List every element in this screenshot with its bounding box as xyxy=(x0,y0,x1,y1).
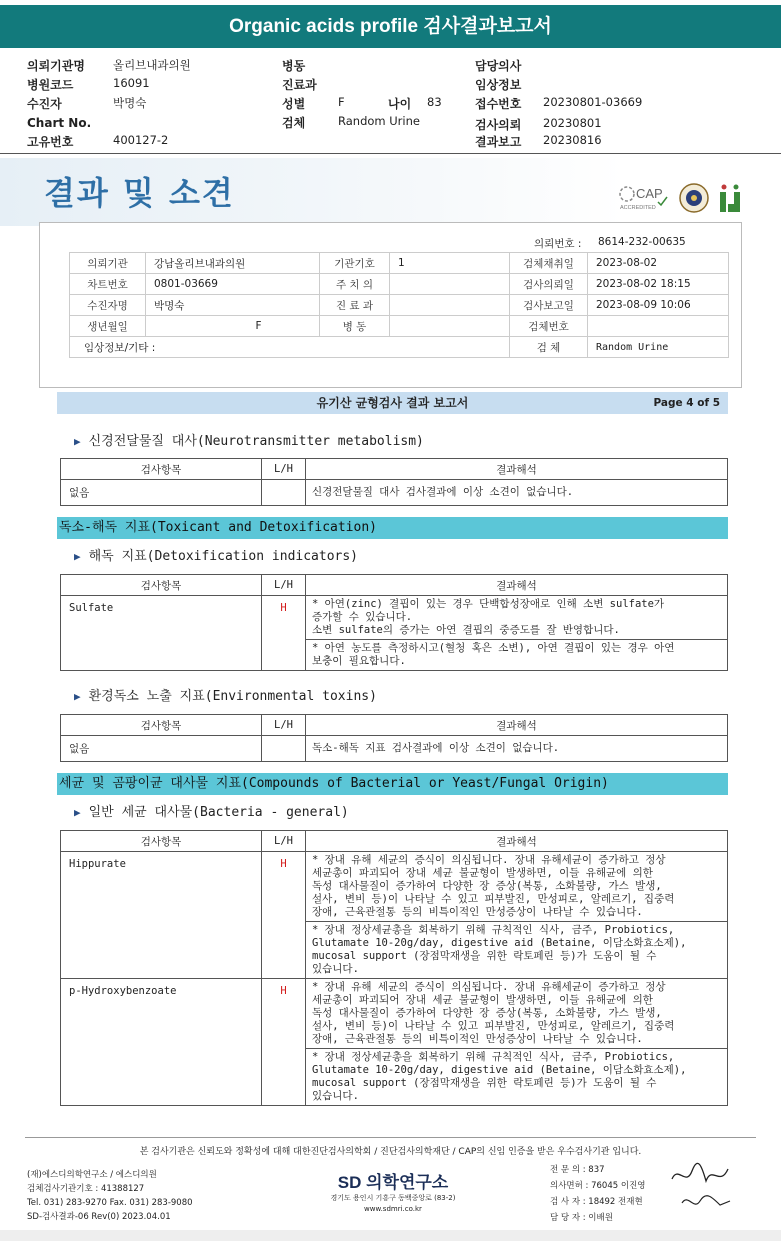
info-label: 의뢰기관 xyxy=(70,253,146,274)
table-header-row xyxy=(61,715,728,736)
interpretation xyxy=(306,852,728,922)
result-table xyxy=(60,574,728,671)
lab-contact: Tel. 031) 283-9270 Fax. 031) 283-9080 xyxy=(27,1198,193,1208)
info-label: 검사의뢰일 xyxy=(510,274,588,295)
lab-address: 경기도 용인시 기흥구 동백중앙로 (83-2) xyxy=(330,1194,456,1202)
info-label: 기관기호 xyxy=(320,253,390,274)
hdr-value: 올리브내과의원 xyxy=(113,58,191,72)
request-no: 8614-232-00635 xyxy=(598,236,686,248)
seal-logo xyxy=(680,184,708,212)
subsection-title: 해독 지표(Detoxification indicators) xyxy=(88,549,359,564)
lh-flag xyxy=(262,736,306,762)
accreditation-note: 본 검사기관은 신뢰도와 정확성에 대해 대한진단검사의학회 / 진단검사의학재단 / CAP의 신임 인증을 받은 우수검사기관 입니다. xyxy=(139,1147,642,1157)
info-value: 1 xyxy=(390,253,510,274)
info-label: 병 동 xyxy=(320,316,390,337)
table-row xyxy=(61,596,728,640)
info-row xyxy=(70,295,729,316)
test-item: 없음 xyxy=(61,480,262,506)
interp-line: 독성 대사물질이 증가하여 다양한 장 증상(복통, 소화불량, 가스 발생, xyxy=(312,1007,662,1019)
col-header-item: 검사항목 xyxy=(61,831,262,852)
specialist-line: 전 문 의 : 837 xyxy=(550,1165,605,1175)
table-row xyxy=(61,480,728,506)
result-table xyxy=(60,714,728,762)
col-header-lh: L/H xyxy=(262,459,306,480)
interpretation: 독소-해독 지표 검사결과에 이상 소견이 없습니다. xyxy=(306,736,728,762)
hdr-label: 검체 xyxy=(282,116,306,130)
info-value xyxy=(390,274,510,295)
info-label: 검사보고일 xyxy=(510,295,588,316)
request-no-label: 의뢰번호 : xyxy=(534,238,582,250)
interpretation xyxy=(306,922,728,979)
result-table xyxy=(60,458,728,506)
hdr-label: 나이 xyxy=(388,97,412,111)
info-value: 0801-03669 xyxy=(146,274,320,295)
table-row xyxy=(61,736,728,762)
interp-line: 증가할 수 있습니다. xyxy=(312,611,413,623)
col-header-item: 검사항목 xyxy=(61,715,262,736)
interp-line: * 장내 정상세균총을 회복하기 위해 규칙적인 식사, 금주, Probiotics, xyxy=(312,924,675,936)
interp-line: 독성 대사물질이 증가하여 다양한 장 증상(복통, 소화불량, 가스 발생, xyxy=(312,880,662,892)
test-item: Hippurate xyxy=(61,852,262,979)
lab-info xyxy=(27,1168,193,1224)
interp-line: 소변 sulfate의 증가는 아연 결핍의 중증도를 잘 반영합니다. xyxy=(312,624,620,636)
interp-line: 설사, 변비 등)이 나타날 수 있고 피부발진, 만성피로, 알레르기, 집중력 xyxy=(312,1020,675,1032)
hdr-label: 의뢰기관명 xyxy=(27,59,85,73)
triangle-bullet-icon: ▶ xyxy=(74,435,81,448)
hdr-value: 20230801 xyxy=(543,116,602,130)
patient-info-table xyxy=(69,252,729,358)
form-number: SD-검사결과-06 Rev(0) 2023.04.01 xyxy=(27,1212,171,1222)
hdr-value: 400127-2 xyxy=(113,133,169,147)
info-label: 주 치 의 xyxy=(320,274,390,295)
result-table xyxy=(60,830,728,1106)
info-label: 검체채취일 xyxy=(510,253,588,274)
interp-line: * 아연 농도를 측정하시고(혈청 혹은 소변), 아연 결핍이 있는 경우 아연 xyxy=(312,642,675,654)
interp-line: 있습니다. xyxy=(312,963,359,975)
sd-logo-block xyxy=(318,1168,468,1215)
interp-line: 장애, 근육관절통 등의 비특이적인 만성증상이 나타날 수 있습니다. xyxy=(312,906,643,918)
section-title: 유기산 균형검사 결과 보고서 xyxy=(316,396,469,410)
hdr-label: 수진자 xyxy=(27,97,62,111)
info-value: F xyxy=(146,316,320,337)
info-value xyxy=(390,295,510,316)
section-title-bar xyxy=(57,392,728,414)
info-label: 검체번호 xyxy=(510,316,588,337)
table-header-row xyxy=(61,831,728,852)
footer-divider xyxy=(25,1137,756,1138)
hdr-value: 박명숙 xyxy=(113,96,147,110)
patient-header xyxy=(0,55,781,150)
subsection-heading xyxy=(74,430,424,449)
table-row xyxy=(61,979,728,1049)
license-line: 의사면허 : 76045 이진영 xyxy=(550,1181,646,1191)
category-bar: 독소-해독 지표(Toxicant and Detoxification) xyxy=(57,517,728,539)
col-header-item: 검사항목 xyxy=(61,575,262,596)
info-row xyxy=(70,274,729,295)
col-header-item: 검사항목 xyxy=(61,459,262,480)
interp-line: mucosal support (장점막재생을 위한 락토페린 등)가 도움이 될 수 xyxy=(312,950,657,962)
subsection-heading xyxy=(74,685,377,704)
hdr-label: 검사의뢰 xyxy=(475,118,522,132)
hdr-label: 결과보고 xyxy=(475,135,522,149)
sd-logo-text: SD 의학연구소 xyxy=(337,1173,449,1192)
table-header-row xyxy=(61,459,728,480)
col-header-interp: 결과해석 xyxy=(306,831,728,852)
hdr-label: 고유번호 xyxy=(27,135,74,149)
lh-flag: H xyxy=(262,596,306,671)
hdr-value: 16091 xyxy=(113,76,150,90)
hdr-label: 병원코드 xyxy=(27,78,74,92)
test-item: 없음 xyxy=(61,736,262,762)
test-item: Sulfate xyxy=(61,596,262,671)
interpretation xyxy=(306,1049,728,1106)
qi-logo xyxy=(720,185,740,213)
hdr-value: 20230801-03669 xyxy=(543,95,643,109)
info-value: 강남올리브내과의원 xyxy=(146,253,320,274)
interpretation xyxy=(306,979,728,1049)
interp-line: * 장내 유해 세균의 증식이 의심됩니다. 장내 유해세균이 증가하고 정상 xyxy=(312,981,666,993)
interpretation: 신경전달물질 대사 검사결과에 이상 소견이 없습니다. xyxy=(306,480,728,506)
lh-flag: H xyxy=(262,852,306,979)
subsection-heading xyxy=(74,545,358,564)
info-label: 차트번호 xyxy=(70,274,146,295)
cap-sub-text: ACCREDITED xyxy=(620,205,656,211)
subsection-title: 신경전달물질 대사(Neurotransmitter metabolism) xyxy=(88,434,424,449)
info-value xyxy=(390,316,510,337)
triangle-bullet-icon: ▶ xyxy=(74,690,81,703)
hdr-value: Random Urine xyxy=(338,114,420,128)
info-value: 2023-08-02 xyxy=(588,253,729,274)
subsection-title: 환경독소 노출 지표(Environmental toxins) xyxy=(88,689,377,704)
col-header-lh: L/H xyxy=(262,715,306,736)
page-bottom-strip xyxy=(0,1230,781,1241)
interpretation xyxy=(306,640,728,671)
interp-line: 세균총이 파괴되어 장내 세균 불균형이 발생하면, 이들 유해균에 의한 xyxy=(312,867,653,879)
interp-line: Glutamate 10-20g/day, digestive aid (Betaine, 이담소화효소제), xyxy=(312,937,687,949)
info-label: 진 료 과 xyxy=(320,295,390,316)
hdr-label: 접수번호 xyxy=(475,97,522,111)
interp-line: Glutamate 10-20g/day, digestive aid (Betaine, 이담소화효소제), xyxy=(312,1064,687,1076)
interpretation xyxy=(306,596,728,640)
interp-line: 설사, 변비 등)이 나타날 수 있고 피부발진, 만성피로, 알레르기, 집중력 xyxy=(312,893,675,905)
tester-line: 검 사 자 : 18492 전재현 xyxy=(550,1197,643,1207)
signature-image xyxy=(668,1157,738,1221)
hdr-label: 진료과 xyxy=(282,78,317,92)
hdr-label: 병동 xyxy=(282,59,306,73)
lh-flag xyxy=(262,480,306,506)
signatories xyxy=(550,1162,646,1226)
interp-line: 세균총이 파괴되어 장내 세균 불균형이 발생하면, 이들 유해균에 의한 xyxy=(312,994,653,1006)
info-value: Random Urine xyxy=(588,337,729,358)
subsection-title: 일반 세균 대사물(Bacteria - general) xyxy=(88,805,349,820)
interp-line: mucosal support (장점막재생을 위한 락토페린 등)가 도움이 될 수 xyxy=(312,1077,657,1089)
subsection-heading xyxy=(74,801,349,820)
test-item: p-Hydroxybenzoate xyxy=(61,979,262,1106)
lab-website: www.sdmri.co.kr xyxy=(364,1205,422,1213)
hdr-label: Chart No. xyxy=(27,116,92,130)
lab-code: 검체검사기관기호 : 41388127 xyxy=(27,1184,145,1194)
triangle-bullet-icon: ▶ xyxy=(74,550,81,563)
accreditation-logos xyxy=(618,182,748,214)
table-row xyxy=(61,852,728,922)
cap-logo xyxy=(620,186,667,211)
sd-logo xyxy=(318,1168,468,1193)
table-header-row xyxy=(61,575,728,596)
triangle-bullet-icon: ▶ xyxy=(74,806,81,819)
col-header-lh: L/H xyxy=(262,575,306,596)
interp-line: 장애, 근육관절통 등의 비특이적인 만성증상이 나타날 수 있습니다. xyxy=(312,1033,643,1045)
cap-text: CAP xyxy=(636,186,663,201)
divider xyxy=(0,153,781,154)
lab-name: (재)에스디의학연구소 / 에스디의원 xyxy=(27,1170,157,1180)
page-number: Page 4 of 5 xyxy=(653,397,720,409)
interp-line: * 아연(zinc) 결핍이 있는 경우 단백합성장애로 인해 소변 sulfate가 xyxy=(312,598,665,610)
info-label: 검 체 xyxy=(510,337,588,358)
col-header-lh: L/H xyxy=(262,831,306,852)
info-row xyxy=(70,253,729,274)
info-value: 2023-08-09 10:06 xyxy=(588,295,729,316)
info-label: 생년월일 xyxy=(70,316,146,337)
col-header-interp: 결과해석 xyxy=(306,715,728,736)
manager-line: 담 당 자 : 이배원 xyxy=(550,1213,613,1223)
info-row xyxy=(70,337,729,358)
interp-line: * 장내 정상세균총을 회복하기 위해 규칙적인 식사, 금주, Probiotics, xyxy=(312,1051,675,1063)
info-value: 박명숙 xyxy=(146,295,320,316)
info-value: 2023-08-02 18:15 xyxy=(588,274,729,295)
hdr-value: 20230816 xyxy=(543,133,602,147)
hdr-label: 성별 xyxy=(282,97,306,111)
col-header-interp: 결과해석 xyxy=(306,575,728,596)
interp-line: 보충이 필요합니다. xyxy=(312,655,406,667)
lh-flag: H xyxy=(262,979,306,1106)
interp-line: 있습니다. xyxy=(312,1090,359,1102)
info-label: 수진자명 xyxy=(70,295,146,316)
hdr-label: 담당의사 xyxy=(475,59,522,73)
hdr-value: 83 xyxy=(427,95,442,109)
info-label: 임상정보/기타 : xyxy=(70,337,510,358)
info-row xyxy=(70,316,729,337)
hdr-label: 임상정보 xyxy=(475,78,522,92)
interp-line: * 장내 유해 세균의 증식이 의심됩니다. 장내 유해세균이 증가하고 정상 xyxy=(312,854,666,866)
info-value xyxy=(588,316,729,337)
category-bar: 세균 및 곰팡이균 대사물 지표(Compounds of Bacterial or Yeast/Fungal Origin) xyxy=(57,773,728,795)
hdr-value: F xyxy=(338,95,345,109)
result-heading: 결과 및 소견 xyxy=(44,174,235,212)
report-title: Organic acids profile 검사결과보고서 xyxy=(0,5,781,48)
col-header-interp: 결과해석 xyxy=(306,459,728,480)
